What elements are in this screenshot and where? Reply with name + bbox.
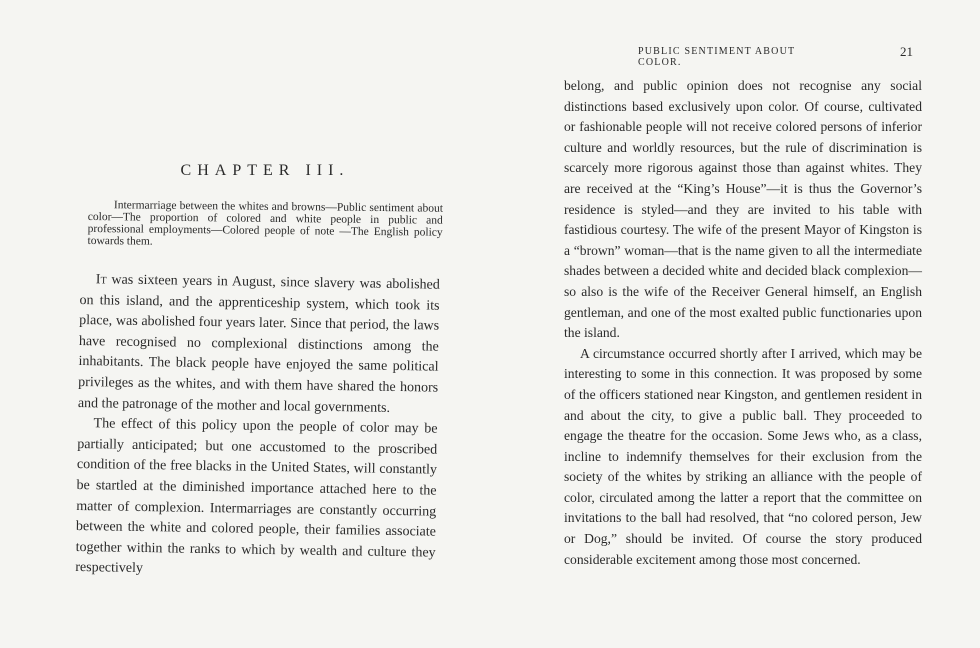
paragraph: belong, and public opinion does not recognise any social distinctions based exclusively upon color. Of course, cultivated or fashionable people will not receive colored persons of inferior culture and worldly resources, but the rule of discrimination is scarcely more rigorous against those than against whites. They are received at the “King’s House”—it is thus the Governor’s residence is styled—and they are invited to his table with fastidious courtesy. The wife of the present Mayor of Kingston is a “brown” woman—that is the name given to all the intermediate shades between a decided white and decided black complexion—so also is the wife of the Receiver General himself, an English gentleman, and one of the most exalted public functionaries upon the island. bbox=[564, 78, 922, 341]
paragraph bbox=[78, 270, 440, 420]
right-page bbox=[490, 0, 980, 648]
chapter-title: CHAPTER III. bbox=[180, 162, 350, 179]
left-body-text bbox=[75, 270, 440, 585]
chapter-summary-text: Intermarriage between the whites and browns—Public sentiment about color—The proportion of colored and white people in public and professional employments—Colored people of note —The English policy towards them. bbox=[87, 199, 443, 248]
paragraph: A circumstance occurred shortly after I arrived, which may be interesting to some in this connection. It was proposed by some of the officers stationed near Kingston, and gentlemen resident in and about the city, to give a public ball. They proceeded to engage the theatre for the occasion. Some Jews who, as a class, incline to indemnify themselves for their exclusion from the society of the whites by striking an alliance with the people of color, circulated among the latter a report that the committee on invitations to the ball had resolved, that “no colored person, Jew or Dog,” should be invited. Of course the story produced considerable excitement among those most concerned. bbox=[564, 345, 922, 567]
chapter-summary bbox=[87, 199, 442, 251]
running-head: PUBLIC SENTIMENT ABOUT COLOR. bbox=[638, 46, 796, 68]
right-body-text bbox=[564, 76, 922, 570]
paragraph: The effect of this policy upon the people of color may be partially anticipated; but one accustomed to the proscribed condition of the free blacks in the United States, will constantly be startled at the diminished importance attached here to the matter of complexion. Intermarriages are constantly occurring between the white and colored people, their families associate together within the ranks to which by wealth and culture they respectively bbox=[75, 416, 438, 577]
page-number: 21 bbox=[900, 44, 913, 59]
paragraph-initial-word: It bbox=[95, 272, 107, 288]
paragraph-text: was sixteen years in August, since slavery was abolished on this island, and the apprenticeship system, which took its place, was abolished four years later. Since that period, the laws have recognised no complexional distinctions among the inhabitants. The black people have enjoyed the same political privileges as the whites, and with them have shared the honors and the patronage of the mother and local governments. bbox=[77, 272, 440, 416]
